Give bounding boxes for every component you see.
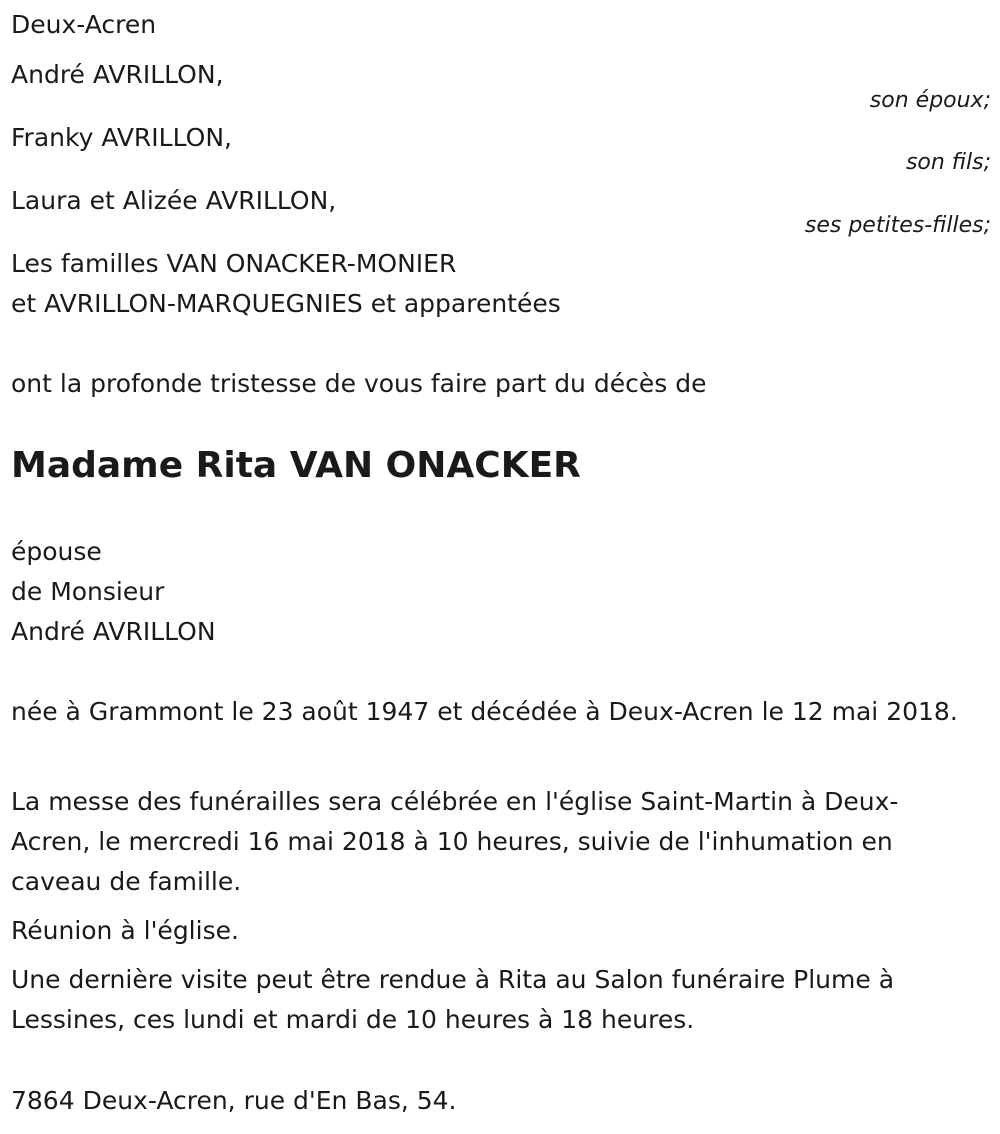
funeral-info: La messe des funérailles sera célébrée en l'église Saint-Martin à Deux-Acren, le mercredi 16 mai 2018 à 10 heures, suivie de l'inhumation en caveau de famille.: [11, 787, 899, 896]
family-member-name: Laura et Alizée AVRILLON,: [11, 186, 337, 215]
announcement: ont la profonde tristesse de vous faire part du décès de: [11, 369, 707, 398]
family-member-name: André AVRILLON,: [11, 60, 224, 89]
birth-death-info: née à Grammont le 23 août 1947 et décédée à Deux-Acren le 12 mai 2018.: [11, 697, 958, 726]
family-member-relation: son fils;: [905, 150, 991, 175]
family-member-name: Franky AVRILLON,: [11, 123, 232, 152]
deceased-name: Madame Rita VAN ONACKER: [11, 445, 581, 486]
address: 7864 Deux-Acren, rue d'En Bas, 54.: [11, 1086, 457, 1115]
visit-info: Une dernière visite peut être rendue à Rita au Salon funéraire Plume à Lessines, ces lundi et mardi de 10 heures à 18 heures.: [11, 965, 895, 1034]
family-member-relation: ses petites-filles;: [804, 213, 991, 238]
spouse-line: de Monsieur: [11, 577, 165, 606]
spouse-line: épouse: [11, 537, 102, 566]
spouse-line: André AVRILLON: [11, 617, 216, 646]
place: Deux-Acren: [11, 10, 157, 39]
families-line: et AVRILLON-MARQUEGNIES et apparentées: [11, 289, 561, 318]
meeting-info: Réunion à l'église.: [11, 916, 239, 945]
family-member-relation: son époux;: [869, 88, 991, 113]
families-line: Les familles VAN ONACKER-MONIER: [11, 249, 457, 278]
